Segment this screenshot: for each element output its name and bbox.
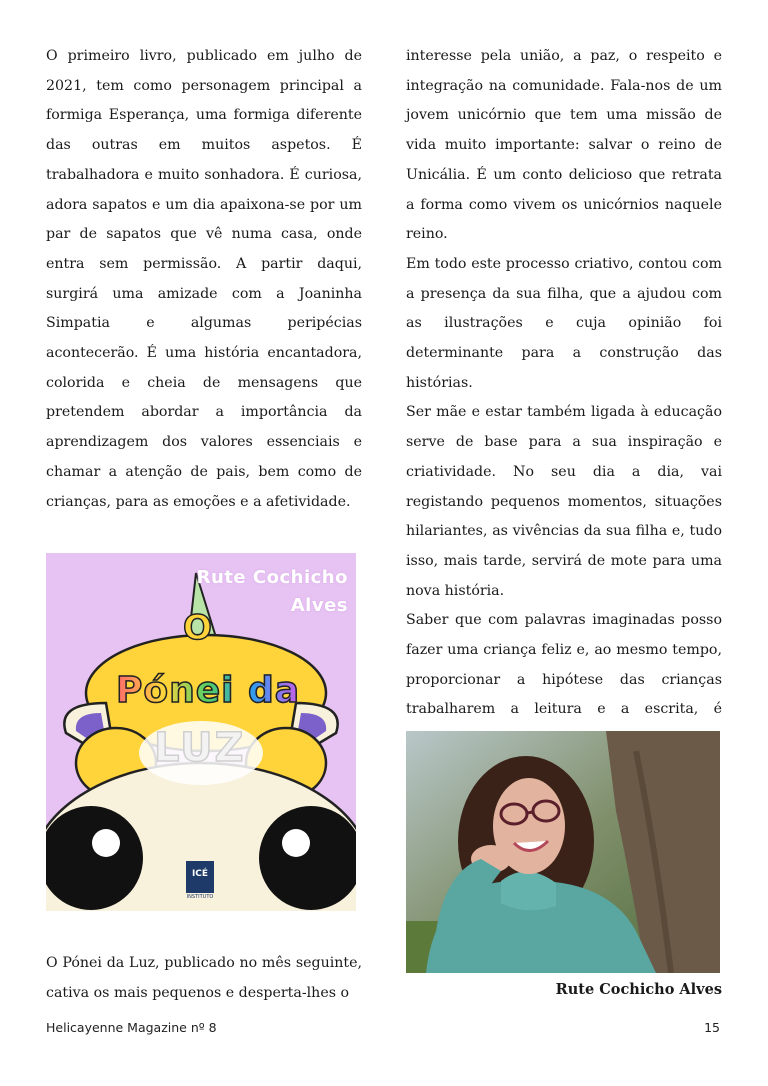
- author-photo: [406, 731, 720, 973]
- cover-title-main: Pónei da: [116, 670, 301, 711]
- cover-title-article: O: [183, 608, 212, 648]
- article-left-column-bottom: [46, 949, 362, 1008]
- cover-title-luz: LUZ: [154, 725, 246, 771]
- cover-author-surname: Alves: [290, 595, 348, 616]
- paragraph: Em todo este processo criativo, contou com a presença da sua filha, que a ajudou com as ilustrações e cuja opinião foi determinante para a construção das histórias.: [406, 255, 722, 391]
- page-number: 15: [704, 1020, 720, 1035]
- paragraph: Saber que com palavras imaginadas posso fazer uma criança feliz e, ao mesmo tempo, proporcionar a hipótese das crianças trabalharem a leitura e a escrita, é: [406, 612, 722, 718]
- book-cover-image: [46, 553, 356, 911]
- photo-caption: Rute Cochicho Alves: [555, 981, 722, 998]
- author-portrait: [406, 731, 720, 973]
- paragraph: O primeiro livro, publicado em julho de 2021, tem como personagem principal a formiga Esperança, uma formiga diferente das outras em muitos aspetos. É trabalhadora e muito sonhadora. É curiosa, adora sapatos e um dia apaixona-se por um par de sapatos que vê numa casa, onde entra sem permissão. A partir daqui, surgirá uma amizade com a Joaninha Simpatia e algumas peripécias acontecerão. É uma história encantadora, colorida e cheia de mensagens que pretendem abordar a importância da aprendizagem dos valores essenciais e chamar a atenção de pais, bem como de crianças, para as emoções e a afetividade.: [46, 48, 362, 510]
- footer-magazine-name: Helicayenne Magazine nº 8: [46, 1020, 217, 1035]
- cover-author-name: Rute Cochicho: [196, 567, 348, 588]
- article-right-column: [406, 42, 722, 755]
- article-left-column: [46, 42, 362, 517]
- paragraph: interesse pela união, a paz, o respeito e integração na comunidade. Fala-nos de um jovem unicórnio que tem uma missão de vida muito importante: salvar o reino de Unicália. É um conto delicioso que retrata a forma como vivem os unicórnios naquele reino.: [406, 48, 722, 243]
- publisher-name: INSTITUTO: [186, 894, 214, 900]
- paragraph: Ser mãe e estar também ligada à educação serve de base para a sua inspiração e criatividade. No seu dia a dia, vai registando pequenos momentos, situações hilariantes, as vivências da sua filha e, tudo isso, mais tarde, servirá de mote para uma nova história.: [406, 404, 722, 599]
- publisher-logo: ICÉ: [186, 861, 214, 893]
- paragraph: O Pónei da Luz, publicado no mês seguinte, cativa os mais pequenos e desperta-lhes o: [46, 955, 362, 1001]
